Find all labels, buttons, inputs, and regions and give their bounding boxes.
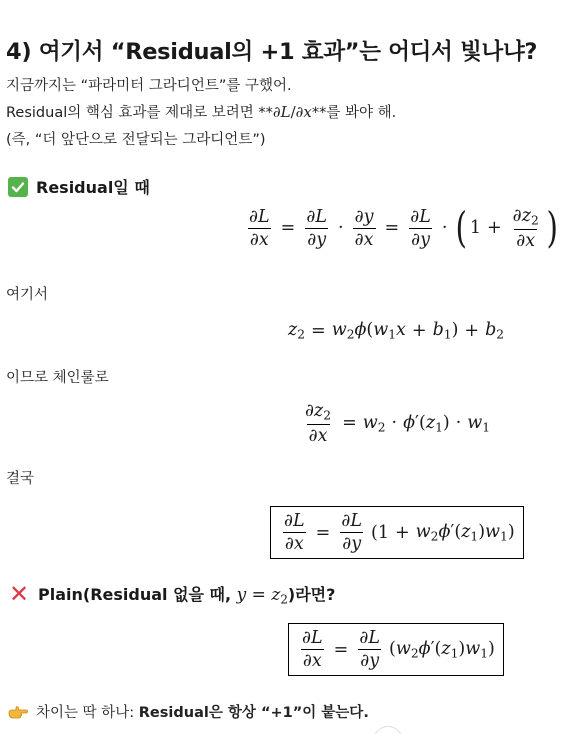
y-equals-z2-inline-math: $y = z_2$ <box>236 585 288 607</box>
label-here: 여기서 <box>6 287 49 303</box>
label-result: 결국 <box>6 471 35 487</box>
conclusion-bold: Residual은 항상 “+1”이 붙는다. <box>138 705 369 721</box>
cross-icon: ✕ <box>8 580 30 609</box>
conclusion-line <box>8 701 369 722</box>
residual-section-title: Residual일 때 <box>36 178 150 197</box>
intro-line-2-post: **를 봐야 해. <box>311 105 397 121</box>
plain-section-title-pre: Plain(Residual 없을 때, <box>38 585 237 604</box>
z2-definition-equation: $z_2$ = $w_2\phi(w_1x$ + $b_1$) + $b_2$ <box>288 320 505 342</box>
dz2-dx-equation: $\frac{\partial z_2}{\partial x}$ = $w_2$ · $\phi'(z_1)$ · $w_1$ <box>305 401 491 446</box>
label-chain-rule: 이므로 체인룰로 <box>6 370 109 386</box>
plain-result-boxed-equation: $\frac{\partial L}{\partial x}$ = $\frac{\partial L}{\partial y}$ $(w_2\phi'(z_1)w_1)$ <box>288 623 504 676</box>
intro-line-2 <box>6 101 396 122</box>
intro-line-3: (즉, “더 앞단으로 전달되는 그라디언트”) <box>6 132 266 148</box>
section-heading: 4) 여기서 “Residual의 +1 효과”는 어디서 빛나냐? <box>6 39 538 65</box>
dl-dx-inline-math: ∂L/∂x <box>272 103 312 121</box>
plain-section-title-post: )라면? <box>287 585 336 604</box>
residual-result-boxed-equation: $\frac{\partial L}{\partial x}$ = $\frac{\partial L}{\partial y}$ (1 + $w_2\phi'(z_1)w_1$) <box>270 506 524 559</box>
residual-gradient-equation: $\frac{\partial L}{\partial x}$ = $\frac{\partial L}{\partial y}$ · $\frac{\partial y}{\partial x}$ = $\frac{\partial L}{\partial y}$ · ( 1 + $\frac{\partial z_2}{\partial x}$ ) <box>249 203 558 253</box>
intro-line-2-pre: Residual의 핵심 효과를 제대로 보려면 ** <box>6 105 273 121</box>
conclusion-pre: 차이는 딱 하나: <box>36 705 139 721</box>
residual-section-heading <box>8 175 150 198</box>
plain-section-heading <box>8 582 335 607</box>
scroll-down-button[interactable] <box>373 726 403 734</box>
intro-line-1: 지금까지는 “파라미터 그라디언트”를 구했어. <box>6 78 292 94</box>
pointing-hand-icon <box>8 704 28 720</box>
check-icon <box>8 177 28 197</box>
